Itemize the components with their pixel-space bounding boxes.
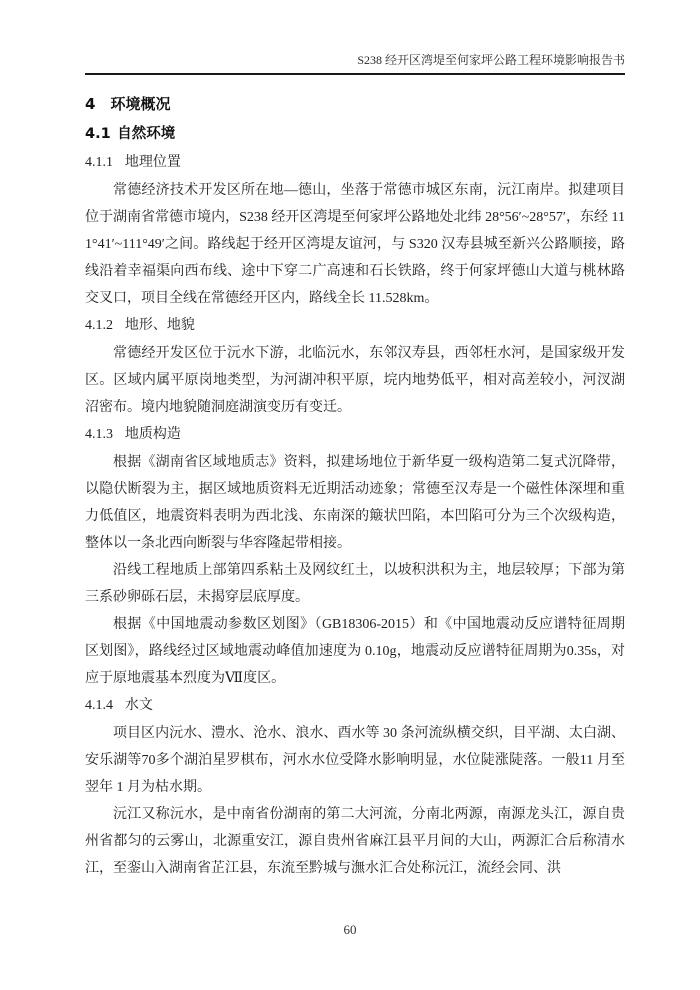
body-paragraph: 沿线工程地质上部第四系粘土及网纹红土，以坡积洪积为主，地层较厚；下部为第三系砂卵砾石层，未揭穿层底厚度。 — [85, 563, 625, 605]
subsection-heading-4-1-3 — [85, 421, 625, 449]
section-title: 自然环境 — [117, 126, 176, 142]
subsection-number: 4.1.2 — [85, 318, 113, 333]
body-paragraph: 根据《中国地震动参数区划图》（GB18306-2015）和《中国地震动反应谱特征周期区划图》，路线经过区域地震动峰值加速度为 0.10g，地震动反应谱特征周期为0.35s，对应于原地震基本烈度为Ⅶ度区。 — [85, 617, 625, 686]
subsection-heading-4-1-2 — [85, 312, 625, 340]
subsection-number: 4.1.3 — [85, 427, 113, 442]
page-number: 60 — [343, 922, 357, 937]
page-header — [85, 52, 625, 68]
body-paragraph: 根据《湖南省区域地质志》资料，拟建场地位于新华夏一级构造第二复式沉降带，以隐伏断裂为主，据区域地质资料无近期活动迹象；常德至汉寿是一个磁性体深埋和重力低值区，地震资料表明为西北浅、东南深的簸状凹陷，本凹陷可分为三个次级构造，整体以一条北西向断裂与华容隆起带相接。 — [85, 455, 625, 551]
body-paragraph: 常德经济技术开发区所在地—德山，坐落于常德市城区东南，沅江南岸。拟建项目位于湖南省常德市境内，S238 经开区湾堤至何家坪公路地处北纬 28°56′~28°57′，东经 111°41′~111°49′之间。路线起于经开区湾堤友谊河，与 S320 汉寿县城至新兴公路顺接，路线沿着幸福渠向西布线、途中下穿二广高速和石长铁路，终于何家坪德山大道与桃林路交叉口，项目全线在常德经开区内，路线全长 11.528km。 — [85, 183, 625, 306]
chapter-heading — [85, 89, 625, 119]
body-paragraph: 沅江又称沅水，是中南省份湖南的第二大河流，分南北两源，南源龙头江，源自贵州省都匀的云雾山，北源重安江，源自贵州省麻江县平月间的大山，两源汇合后称清水江，至銮山入湖南省芷江县，东流至黔城与潕水汇合处称沅江，流经会同、洪 — [85, 807, 625, 876]
subsection-heading-4-1-4 — [85, 692, 625, 720]
subsection-title: 地形、地貌 — [124, 318, 195, 333]
chapter-number: 4 — [85, 95, 96, 113]
subsection-number: 4.1.4 — [85, 698, 113, 713]
section-heading — [85, 119, 625, 149]
page-header-title: S238 经开区湾堤至何家坪公路工程环境影响报告书 — [357, 53, 625, 67]
body-paragraph: 项目区内沅水、澧水、沧水、浪水、酉水等 30 条河流纵横交织，目平湖、太白湖、安乐湖等70多个湖泊星罗棋布，河水水位受降水影响明显，水位陡涨陡落。一般11 月至翌年 1 月为枯水期。 — [85, 726, 625, 795]
subsection-number: 4.1.1 — [85, 155, 113, 170]
subsection-title: 水文 — [124, 698, 153, 713]
subsection-title: 地理位置 — [124, 155, 181, 170]
header-rule — [85, 73, 625, 75]
body-paragraph: 常德经开发区位于沅水下游，北临沅水，东邻汉寿县，西邻枉水河，是国家级开发区。区域内属平原岗地类型，为河湖冲积平原，垸内地势低平，相对高差较小，河汊湖沼密布。境内地貌随洞庭湖演变历有变迁。 — [85, 346, 625, 415]
subsection-title: 地质构造 — [124, 427, 181, 442]
section-number: 4.1 — [85, 126, 111, 142]
subsection-heading-4-1-1 — [85, 149, 625, 177]
chapter-title: 环境概况 — [110, 95, 171, 113]
